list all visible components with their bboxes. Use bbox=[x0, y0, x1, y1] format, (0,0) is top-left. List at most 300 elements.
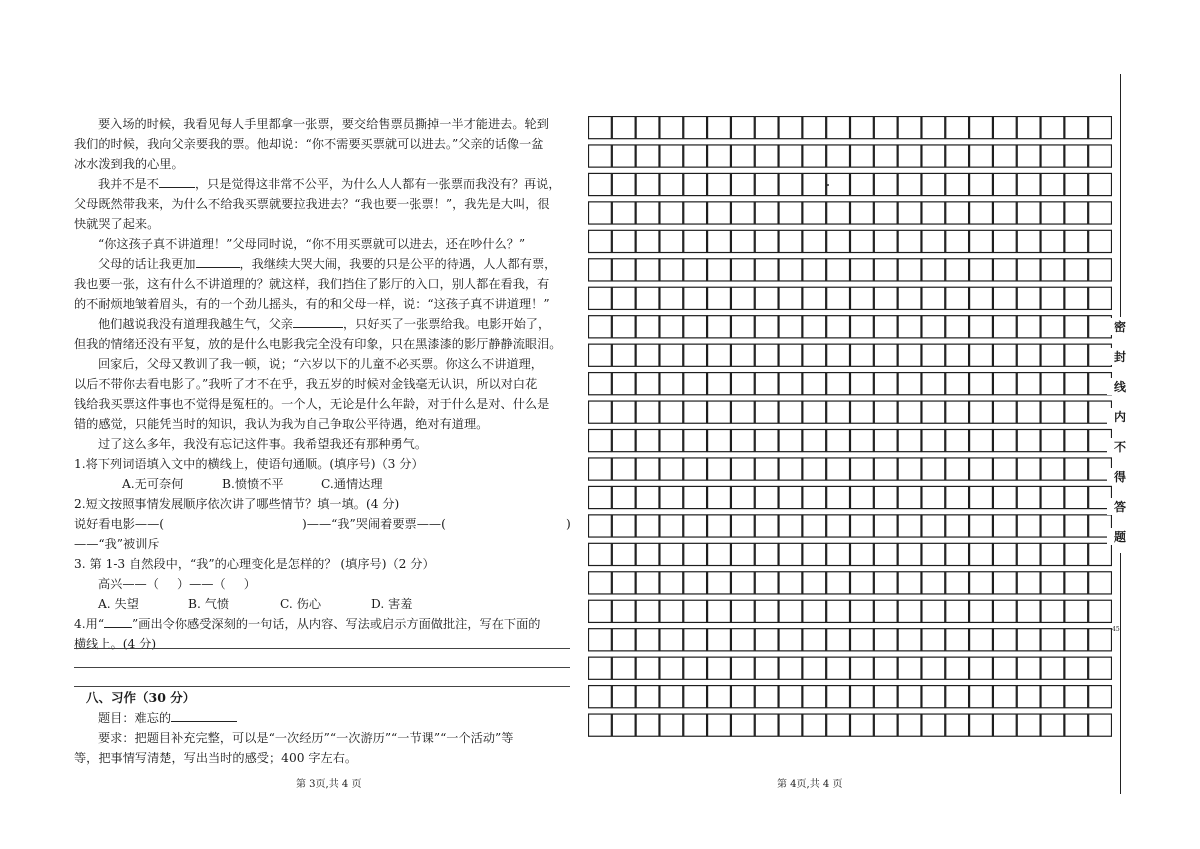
grid-cell[interactable] bbox=[827, 230, 850, 252]
grid-cell[interactable] bbox=[755, 572, 778, 594]
grid-cell[interactable] bbox=[612, 287, 635, 309]
grid-cell[interactable] bbox=[922, 714, 945, 736]
grid-cell[interactable] bbox=[946, 714, 969, 736]
grid-cell[interactable] bbox=[922, 145, 945, 167]
grid-cell[interactable] bbox=[874, 316, 897, 338]
grid-cell[interactable] bbox=[898, 657, 921, 679]
grid-cell[interactable] bbox=[898, 373, 921, 395]
grid-cell[interactable] bbox=[636, 430, 659, 452]
grid-cell[interactable] bbox=[898, 259, 921, 281]
grid-cell[interactable] bbox=[827, 515, 850, 537]
grid-cell[interactable] bbox=[1089, 259, 1112, 281]
grid-cell[interactable] bbox=[803, 145, 826, 167]
grid-cell[interactable] bbox=[803, 173, 826, 195]
grid-cell[interactable] bbox=[851, 515, 874, 537]
topic-blank[interactable] bbox=[171, 721, 237, 722]
grid-cell[interactable] bbox=[803, 657, 826, 679]
grid-cell[interactable] bbox=[779, 486, 802, 508]
grid-cell[interactable] bbox=[755, 344, 778, 366]
grid-row[interactable] bbox=[589, 145, 1112, 167]
grid-cell[interactable] bbox=[1065, 202, 1088, 224]
grid-cell[interactable] bbox=[612, 515, 635, 537]
grid-cell[interactable] bbox=[708, 430, 731, 452]
grid-row[interactable] bbox=[589, 230, 1112, 252]
grid-cell[interactable] bbox=[1017, 629, 1040, 651]
grid-cell[interactable] bbox=[779, 515, 802, 537]
grid-cell[interactable] bbox=[779, 401, 802, 423]
grid-cell[interactable] bbox=[970, 600, 993, 622]
grid-cell[interactable] bbox=[1089, 202, 1112, 224]
grid-cell[interactable] bbox=[898, 145, 921, 167]
grid-cell[interactable] bbox=[731, 117, 754, 139]
grid-cell[interactable] bbox=[874, 572, 897, 594]
grid-cell[interactable] bbox=[612, 373, 635, 395]
grid-cell[interactable] bbox=[1017, 316, 1040, 338]
grid-cell[interactable] bbox=[755, 430, 778, 452]
grid-cell[interactable] bbox=[1065, 401, 1088, 423]
grid-cell[interactable] bbox=[612, 572, 635, 594]
grid-cell[interactable] bbox=[755, 515, 778, 537]
grid-cell[interactable] bbox=[1041, 572, 1064, 594]
grid-cell[interactable] bbox=[922, 486, 945, 508]
grid-cell[interactable] bbox=[612, 117, 635, 139]
grid-cell[interactable] bbox=[851, 629, 874, 651]
grid-cell[interactable] bbox=[612, 259, 635, 281]
grid-cell[interactable] bbox=[803, 259, 826, 281]
grid-cell[interactable] bbox=[755, 173, 778, 195]
grid-cell[interactable] bbox=[755, 373, 778, 395]
grid-cell[interactable] bbox=[1065, 373, 1088, 395]
grid-cell[interactable] bbox=[708, 657, 731, 679]
grid-cell[interactable] bbox=[660, 430, 683, 452]
grid-cell[interactable] bbox=[1041, 287, 1064, 309]
grid-cell[interactable] bbox=[1041, 657, 1064, 679]
grid-cell[interactable] bbox=[993, 259, 1016, 281]
grid-cell[interactable] bbox=[993, 430, 1016, 452]
grid-cell[interactable] bbox=[827, 686, 850, 708]
grid-cell[interactable] bbox=[755, 117, 778, 139]
grid-cell[interactable] bbox=[755, 458, 778, 480]
grid-cell[interactable] bbox=[970, 287, 993, 309]
grid-row[interactable] bbox=[589, 629, 1112, 651]
grid-cell[interactable] bbox=[660, 316, 683, 338]
grid-cell[interactable] bbox=[636, 230, 659, 252]
grid-cell[interactable] bbox=[612, 173, 635, 195]
grid-cell[interactable] bbox=[731, 401, 754, 423]
grid-cell[interactable] bbox=[993, 145, 1016, 167]
grid-cell[interactable] bbox=[1017, 202, 1040, 224]
grid-cell[interactable] bbox=[970, 543, 993, 565]
grid-cell[interactable] bbox=[874, 458, 897, 480]
grid-cell[interactable] bbox=[660, 515, 683, 537]
grid-row[interactable] bbox=[589, 686, 1112, 708]
grid-cell[interactable] bbox=[708, 173, 731, 195]
grid-cell[interactable] bbox=[803, 686, 826, 708]
grid-cell[interactable] bbox=[708, 515, 731, 537]
grid-cell[interactable] bbox=[589, 657, 612, 679]
grid-cell[interactable] bbox=[946, 316, 969, 338]
grid-cell[interactable] bbox=[827, 657, 850, 679]
grid-row[interactable] bbox=[589, 373, 1112, 395]
grid-cell[interactable] bbox=[731, 287, 754, 309]
grid-cell[interactable] bbox=[636, 572, 659, 594]
grid-cell[interactable] bbox=[1089, 572, 1112, 594]
grid-cell[interactable] bbox=[898, 316, 921, 338]
grid-cell[interactable] bbox=[970, 430, 993, 452]
grid-cell[interactable] bbox=[946, 373, 969, 395]
grid-cell[interactable] bbox=[922, 430, 945, 452]
grid-cell[interactable] bbox=[993, 515, 1016, 537]
grid-cell[interactable] bbox=[589, 515, 612, 537]
grid-cell[interactable] bbox=[612, 600, 635, 622]
grid-cell[interactable] bbox=[898, 458, 921, 480]
grid-cell[interactable] bbox=[708, 117, 731, 139]
grid-cell[interactable] bbox=[970, 714, 993, 736]
grid-cell[interactable] bbox=[922, 629, 945, 651]
grid-cell[interactable] bbox=[1065, 117, 1088, 139]
grid-cell[interactable] bbox=[970, 316, 993, 338]
grid-cell[interactable] bbox=[660, 259, 683, 281]
grid-cell[interactable] bbox=[970, 259, 993, 281]
grid-cell[interactable] bbox=[993, 316, 1016, 338]
grid-cell[interactable] bbox=[636, 173, 659, 195]
grid-cell[interactable] bbox=[660, 572, 683, 594]
grid-cell[interactable] bbox=[1041, 401, 1064, 423]
grid-cell[interactable] bbox=[731, 515, 754, 537]
grid-cell[interactable] bbox=[1089, 230, 1112, 252]
grid-cell[interactable] bbox=[874, 259, 897, 281]
grid-row[interactable] bbox=[589, 401, 1112, 423]
grid-cell[interactable] bbox=[970, 401, 993, 423]
grid-cell[interactable] bbox=[1017, 430, 1040, 452]
grid-cell[interactable] bbox=[708, 458, 731, 480]
grid-cell[interactable] bbox=[589, 430, 612, 452]
grid-cell[interactable] bbox=[660, 600, 683, 622]
grid-cell[interactable] bbox=[922, 202, 945, 224]
grid-cell[interactable] bbox=[874, 657, 897, 679]
grid-cell[interactable] bbox=[970, 344, 993, 366]
grid-cell[interactable] bbox=[803, 230, 826, 252]
grid-cell[interactable] bbox=[874, 515, 897, 537]
fill-blank-2[interactable] bbox=[196, 267, 240, 268]
grid-cell[interactable] bbox=[779, 316, 802, 338]
grid-cell[interactable] bbox=[946, 259, 969, 281]
grid-cell[interactable] bbox=[898, 287, 921, 309]
grid-cell[interactable] bbox=[589, 600, 612, 622]
grid-cell[interactable] bbox=[803, 629, 826, 651]
grid-cell[interactable] bbox=[755, 600, 778, 622]
grid-cell[interactable] bbox=[946, 287, 969, 309]
grid-cell[interactable] bbox=[1041, 373, 1064, 395]
grid-cell[interactable] bbox=[946, 344, 969, 366]
grid-cell[interactable] bbox=[779, 686, 802, 708]
grid-cell[interactable] bbox=[1065, 344, 1088, 366]
grid-cell[interactable] bbox=[1065, 316, 1088, 338]
grid-cell[interactable] bbox=[993, 401, 1016, 423]
answer-line-2[interactable] bbox=[74, 667, 570, 668]
grid-cell[interactable] bbox=[1017, 344, 1040, 366]
grid-row[interactable] bbox=[589, 515, 1112, 537]
grid-cell[interactable] bbox=[708, 202, 731, 224]
grid-cell[interactable] bbox=[684, 458, 707, 480]
grid-cell[interactable] bbox=[779, 230, 802, 252]
grid-row[interactable] bbox=[589, 543, 1112, 565]
grid-cell[interactable] bbox=[898, 344, 921, 366]
grid-cell[interactable] bbox=[1089, 117, 1112, 139]
grid-cell[interactable] bbox=[636, 145, 659, 167]
grid-cell[interactable] bbox=[827, 401, 850, 423]
grid-cell[interactable] bbox=[970, 657, 993, 679]
grid-cell[interactable] bbox=[779, 629, 802, 651]
grid-cell[interactable] bbox=[803, 287, 826, 309]
grid-cell[interactable] bbox=[589, 714, 612, 736]
grid-cell[interactable] bbox=[1041, 316, 1064, 338]
grid-cell[interactable] bbox=[851, 600, 874, 622]
grid-cell[interactable] bbox=[1017, 543, 1040, 565]
grid-cell[interactable] bbox=[946, 230, 969, 252]
grid-cell[interactable] bbox=[922, 117, 945, 139]
grid-cell[interactable] bbox=[1089, 145, 1112, 167]
grid-cell[interactable] bbox=[874, 145, 897, 167]
grid-cell[interactable] bbox=[993, 230, 1016, 252]
grid-cell[interactable] bbox=[755, 259, 778, 281]
grid-cell[interactable] bbox=[946, 401, 969, 423]
grid-cell[interactable] bbox=[708, 316, 731, 338]
grid-row[interactable] bbox=[589, 430, 1112, 452]
grid-cell[interactable] bbox=[1041, 515, 1064, 537]
grid-cell[interactable] bbox=[1041, 714, 1064, 736]
grid-cell[interactable] bbox=[1089, 629, 1112, 651]
grid-cell[interactable] bbox=[874, 173, 897, 195]
grid-cell[interactable] bbox=[612, 686, 635, 708]
grid-cell[interactable] bbox=[946, 117, 969, 139]
grid-cell[interactable] bbox=[731, 486, 754, 508]
grid-cell[interactable] bbox=[970, 173, 993, 195]
grid-cell[interactable] bbox=[922, 515, 945, 537]
grid-cell[interactable] bbox=[851, 572, 874, 594]
grid-cell[interactable] bbox=[708, 373, 731, 395]
grid-cell[interactable] bbox=[755, 543, 778, 565]
grid-cell[interactable] bbox=[731, 458, 754, 480]
fill-blank-1[interactable] bbox=[159, 187, 195, 188]
grid-cell[interactable] bbox=[684, 202, 707, 224]
grid-cell[interactable] bbox=[851, 401, 874, 423]
grid-cell[interactable] bbox=[851, 486, 874, 508]
grid-cell[interactable] bbox=[1017, 714, 1040, 736]
answer-line-3[interactable] bbox=[74, 686, 570, 687]
grid-cell[interactable] bbox=[1017, 117, 1040, 139]
grid-row[interactable] bbox=[589, 486, 1112, 508]
grid-cell[interactable] bbox=[1041, 117, 1064, 139]
grid-cell[interactable] bbox=[898, 600, 921, 622]
grid-cell[interactable] bbox=[922, 600, 945, 622]
grid-cell[interactable] bbox=[779, 344, 802, 366]
grid-cell[interactable] bbox=[779, 373, 802, 395]
grid-cell[interactable] bbox=[1017, 458, 1040, 480]
grid-cell[interactable] bbox=[803, 202, 826, 224]
grid-cell[interactable] bbox=[1017, 657, 1040, 679]
grid-cell[interactable] bbox=[803, 600, 826, 622]
grid-cell[interactable] bbox=[708, 230, 731, 252]
grid-cell[interactable] bbox=[1065, 543, 1088, 565]
grid-cell[interactable] bbox=[779, 430, 802, 452]
grid-cell[interactable] bbox=[589, 117, 612, 139]
grid-cell[interactable] bbox=[684, 401, 707, 423]
grid-cell[interactable] bbox=[1065, 515, 1088, 537]
grid-cell[interactable] bbox=[636, 117, 659, 139]
grid-cell[interactable] bbox=[755, 316, 778, 338]
grid-cell[interactable] bbox=[827, 714, 850, 736]
grid-cell[interactable] bbox=[1017, 401, 1040, 423]
grid-cell[interactable] bbox=[874, 287, 897, 309]
grid-cell[interactable] bbox=[684, 600, 707, 622]
grid-cell[interactable] bbox=[1065, 686, 1088, 708]
grid-cell[interactable] bbox=[1041, 344, 1064, 366]
grid-cell[interactable] bbox=[660, 458, 683, 480]
grid-cell[interactable] bbox=[874, 117, 897, 139]
grid-cell[interactable] bbox=[1065, 173, 1088, 195]
grid-cell[interactable] bbox=[660, 173, 683, 195]
grid-cell[interactable] bbox=[708, 543, 731, 565]
grid-cell[interactable] bbox=[708, 145, 731, 167]
grid-cell[interactable] bbox=[731, 629, 754, 651]
grid-cell[interactable] bbox=[636, 259, 659, 281]
grid-cell[interactable] bbox=[1017, 230, 1040, 252]
grid-cell[interactable] bbox=[970, 486, 993, 508]
grid-cell[interactable] bbox=[993, 373, 1016, 395]
grid-cell[interactable] bbox=[922, 259, 945, 281]
grid-cell[interactable] bbox=[589, 145, 612, 167]
grid-cell[interactable] bbox=[589, 486, 612, 508]
grid-cell[interactable] bbox=[589, 230, 612, 252]
grid-cell[interactable] bbox=[1041, 686, 1064, 708]
grid-cell[interactable] bbox=[993, 173, 1016, 195]
grid-cell[interactable] bbox=[898, 686, 921, 708]
grid-cell[interactable] bbox=[684, 117, 707, 139]
grid-cell[interactable] bbox=[803, 117, 826, 139]
grid-cell[interactable] bbox=[731, 373, 754, 395]
grid-cell[interactable] bbox=[684, 515, 707, 537]
grid-cell[interactable] bbox=[874, 373, 897, 395]
grid-cell[interactable] bbox=[684, 714, 707, 736]
grid-cell[interactable] bbox=[922, 458, 945, 480]
grid-cell[interactable] bbox=[684, 543, 707, 565]
grid-cell[interactable] bbox=[684, 373, 707, 395]
grid-cell[interactable] bbox=[636, 344, 659, 366]
grid-cell[interactable] bbox=[1065, 714, 1088, 736]
grid-cell[interactable] bbox=[946, 202, 969, 224]
grid-cell[interactable] bbox=[755, 401, 778, 423]
grid-cell[interactable] bbox=[684, 230, 707, 252]
grid-cell[interactable] bbox=[779, 117, 802, 139]
grid-cell[interactable] bbox=[684, 316, 707, 338]
grid-cell[interactable] bbox=[898, 202, 921, 224]
grid-cell[interactable] bbox=[874, 344, 897, 366]
grid-cell[interactable] bbox=[1065, 230, 1088, 252]
grid-cell[interactable] bbox=[993, 657, 1016, 679]
grid-cell[interactable] bbox=[874, 686, 897, 708]
grid-cell[interactable] bbox=[589, 458, 612, 480]
grid-cell[interactable] bbox=[755, 230, 778, 252]
grid-cell[interactable] bbox=[589, 543, 612, 565]
grid-row[interactable] bbox=[589, 714, 1112, 736]
grid-cell[interactable] bbox=[779, 458, 802, 480]
grid-cell[interactable] bbox=[827, 430, 850, 452]
grid-cell[interactable] bbox=[660, 287, 683, 309]
grid-cell[interactable] bbox=[1017, 145, 1040, 167]
grid-cell[interactable] bbox=[803, 316, 826, 338]
grid-row[interactable] bbox=[589, 287, 1112, 309]
grid-cell[interactable] bbox=[827, 629, 850, 651]
grid-cell[interactable] bbox=[1065, 430, 1088, 452]
grid-cell[interactable] bbox=[946, 145, 969, 167]
grid-cell[interactable] bbox=[922, 316, 945, 338]
grid-cell[interactable] bbox=[636, 629, 659, 651]
grid-cell[interactable] bbox=[874, 202, 897, 224]
grid-cell[interactable] bbox=[612, 401, 635, 423]
grid-cell[interactable] bbox=[612, 486, 635, 508]
grid-cell[interactable] bbox=[851, 316, 874, 338]
grid-cell[interactable] bbox=[803, 515, 826, 537]
grid-cell[interactable] bbox=[636, 600, 659, 622]
grid-cell[interactable] bbox=[803, 572, 826, 594]
grid-cell[interactable] bbox=[827, 259, 850, 281]
grid-cell[interactable] bbox=[731, 316, 754, 338]
grid-cell[interactable] bbox=[779, 202, 802, 224]
grid-cell[interactable] bbox=[612, 430, 635, 452]
grid-cell[interactable] bbox=[851, 686, 874, 708]
grid-cell[interactable] bbox=[589, 287, 612, 309]
grid-cell[interactable] bbox=[708, 401, 731, 423]
grid-cell[interactable] bbox=[731, 259, 754, 281]
grid-cell[interactable] bbox=[708, 600, 731, 622]
grid-cell[interactable] bbox=[660, 401, 683, 423]
grid-cell[interactable] bbox=[660, 145, 683, 167]
grid-cell[interactable] bbox=[970, 686, 993, 708]
grid-cell[interactable] bbox=[922, 686, 945, 708]
grid-cell[interactable] bbox=[827, 202, 850, 224]
grid-cell[interactable] bbox=[1089, 714, 1112, 736]
grid-cell[interactable] bbox=[684, 430, 707, 452]
grid-cell[interactable] bbox=[827, 373, 850, 395]
grid-cell[interactable] bbox=[874, 629, 897, 651]
grid-cell[interactable] bbox=[1017, 287, 1040, 309]
grid-cell[interactable] bbox=[660, 657, 683, 679]
grid-cell[interactable] bbox=[898, 515, 921, 537]
grid-cell[interactable] bbox=[660, 230, 683, 252]
grid-cell[interactable] bbox=[851, 458, 874, 480]
grid-cell[interactable] bbox=[731, 572, 754, 594]
grid-row[interactable] bbox=[589, 316, 1112, 338]
grid-cell[interactable] bbox=[970, 458, 993, 480]
grid-cell[interactable] bbox=[1065, 657, 1088, 679]
grid-cell[interactable] bbox=[708, 486, 731, 508]
grid-cell[interactable] bbox=[993, 629, 1016, 651]
grid-cell[interactable] bbox=[1089, 686, 1112, 708]
grid-cell[interactable] bbox=[922, 344, 945, 366]
grid-cell[interactable] bbox=[612, 629, 635, 651]
grid-cell[interactable] bbox=[660, 629, 683, 651]
grid-cell[interactable] bbox=[589, 686, 612, 708]
grid-cell[interactable] bbox=[755, 629, 778, 651]
grid-cell[interactable] bbox=[946, 543, 969, 565]
grid-cell[interactable] bbox=[660, 543, 683, 565]
grid-cell[interactable] bbox=[851, 430, 874, 452]
grid-cell[interactable] bbox=[922, 401, 945, 423]
grid-cell[interactable] bbox=[946, 686, 969, 708]
grid-cell[interactable] bbox=[946, 430, 969, 452]
grid-cell[interactable] bbox=[779, 259, 802, 281]
